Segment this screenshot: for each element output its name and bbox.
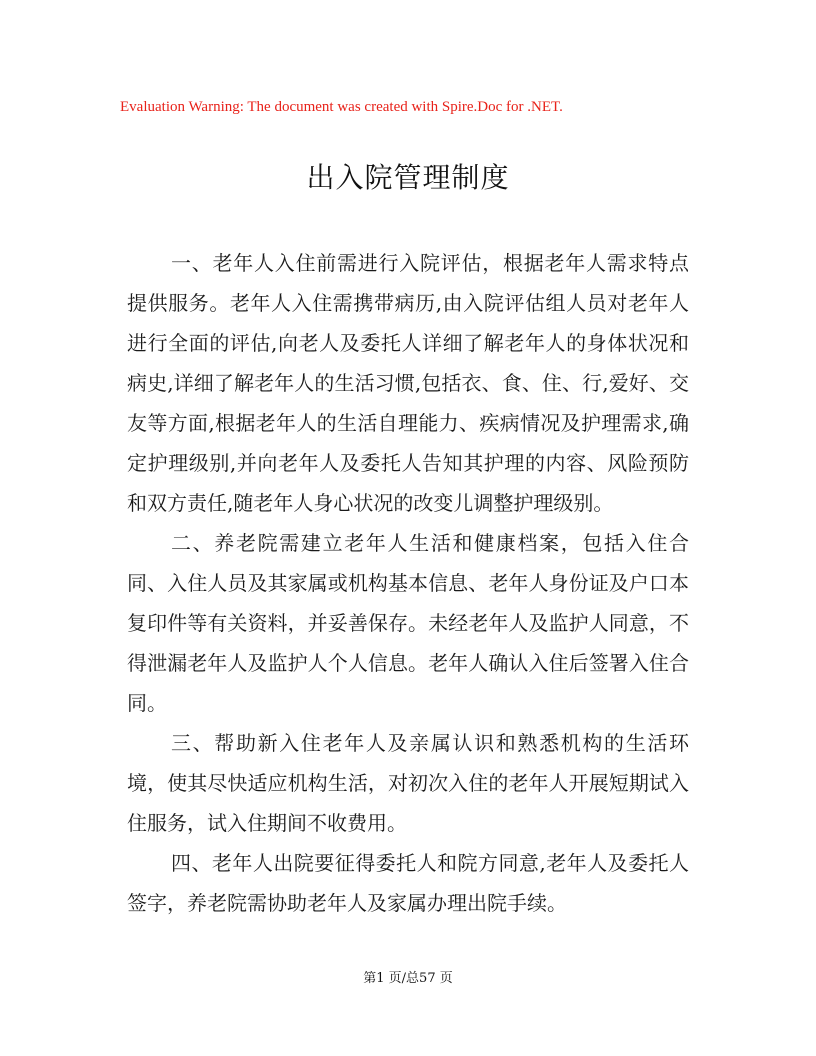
paragraph-3: 三、帮助新入住老年人及亲属认识和熟悉机构的生活环境，使其尽快适应机构生活，对初次入住的老年人开展短期试入住服务，试入住期间不收费用。 [127, 731, 689, 835]
document-title: 出入院管理制度 [306, 161, 510, 194]
page-number-footer: 第1 页/总57 页 [363, 971, 453, 986]
paragraph-1: 一、老年人入住前需进行入院评估，根据老年人需求特点提供服务。老年人入住需携带病历,由入院评估组人员对老年人进行全面的评估,向老人及委托人详细了解老年人的身体状况和病史,详细了解老年人的生活习惯,包括衣、食、住、行,爱好、交友等方面,根据老年人的生活自理能力、疾病情况及护理需求,确定护理级别,并向老年人及委托人告知其护理的内容、风险预防和双方责任,随老年人身心状况的改变儿调整护理级别。 [127, 251, 689, 515]
paragraph-2: 二、养老院需建立老年人生活和健康档案，包括入住合同、入住人员及其家属或机构基本信息、老年人身份证及户口本复印件等有关资料，并妥善保存。未经老年人及监护人同意，不得泄漏老年人及监护人个人信息。老年人确认入住后签署入住合同。 [127, 531, 689, 715]
paragraph-4: 四、老年人出院要征得委托人和院方同意,老年人及委托人签字，养老院需协助老年人及家属办理出院手续。 [127, 851, 689, 915]
document-body [127, 243, 689, 923]
evaluation-warning: Evaluation Warning: The document was created with Spire.Doc for .NET. [120, 99, 563, 115]
